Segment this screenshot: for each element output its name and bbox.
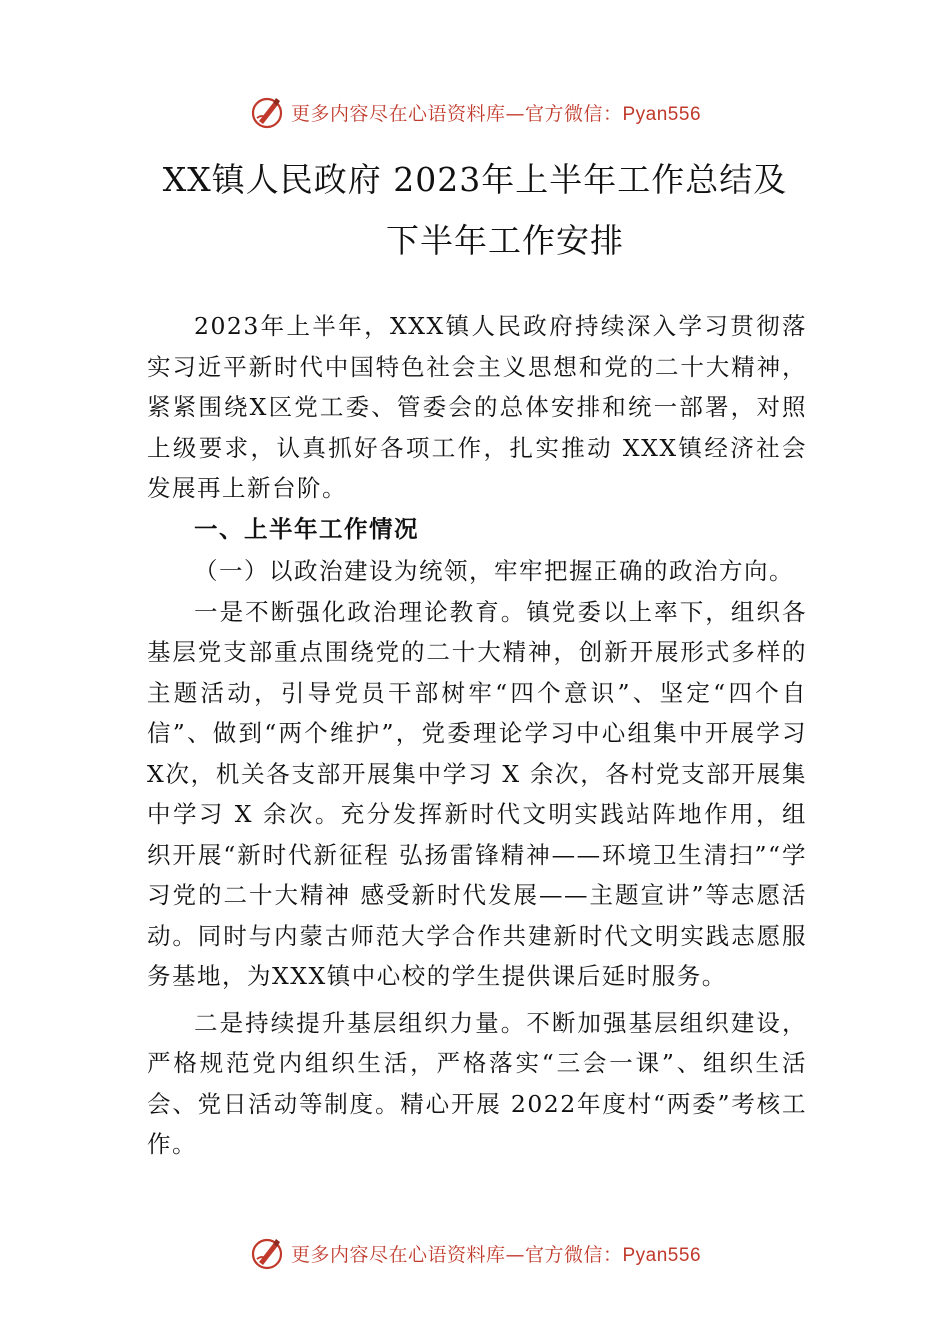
document-title-line2: 下半年工作安排 bbox=[386, 221, 624, 260]
pen-logo-icon bbox=[249, 1235, 285, 1271]
paragraph-1: 一是不断强化政治理论教育。镇党委以上率下，组织各基层党支部重点围绕党的二十大精神，创新开展形式多样的主题活动，引导党员干部树牢“四个意识”、坚定“四个自信”、做到“两个维护”，党委理论学习中心组集中开展学习 X次，机关各支部开展集中学习 X 余次，各村党支部开展集中学习 X 余次。充分发挥新时代文明实践站阵地作用，组织开展“新时代新征程 弘扬雷锋精神——环境卫生清扫”“学习党的二十大精神 感受新时代发展——主题宣讲”等志愿活动。同时与内蒙古师范大学合作共建新时代文明实践志愿服务基地，为XXX镇中心校的学生提供课后延时服务。 bbox=[147, 597, 807, 990]
section-heading: 一、上半年工作情况 bbox=[194, 514, 419, 543]
document-title-line1: XX镇人民政府 2023年上半年工作总结及 bbox=[162, 160, 788, 199]
watermark-bottom bbox=[0, 1235, 950, 1271]
pen-logo-icon bbox=[249, 94, 285, 130]
intro-paragraph: 2023年上半年，XXX镇人民政府持续深入学习贯彻落实习近平新时代中国特色社会主义思想和党的二十大精神，紧紧围绕X区党工委、管委会的总体安排和统一部署，对照上级要求，认真抓好各项工作，扎实推动 XXX镇经济社会发展再上新台阶。 bbox=[147, 312, 807, 502]
watermark-text: 更多内容尽在心语资料库—官方微信：Pyan556 bbox=[290, 1243, 702, 1266]
paragraph-2: 二是持续提升基层组织力量。不断加强基层组织建设，严格规范党内组织生活，严格落实“三会一课”、组织生活会、党日活动等制度。精心开展 2022年度村“两委”考核工作。 bbox=[147, 1008, 807, 1158]
watermark-text: 更多内容尽在心语资料库—官方微信：Pyan556 bbox=[290, 102, 702, 125]
watermark-top bbox=[0, 94, 950, 130]
document-body bbox=[147, 306, 807, 1165]
subsection-heading: （一）以政治建设为统领，牢牢把握正确的政治方向。 bbox=[194, 557, 794, 585]
